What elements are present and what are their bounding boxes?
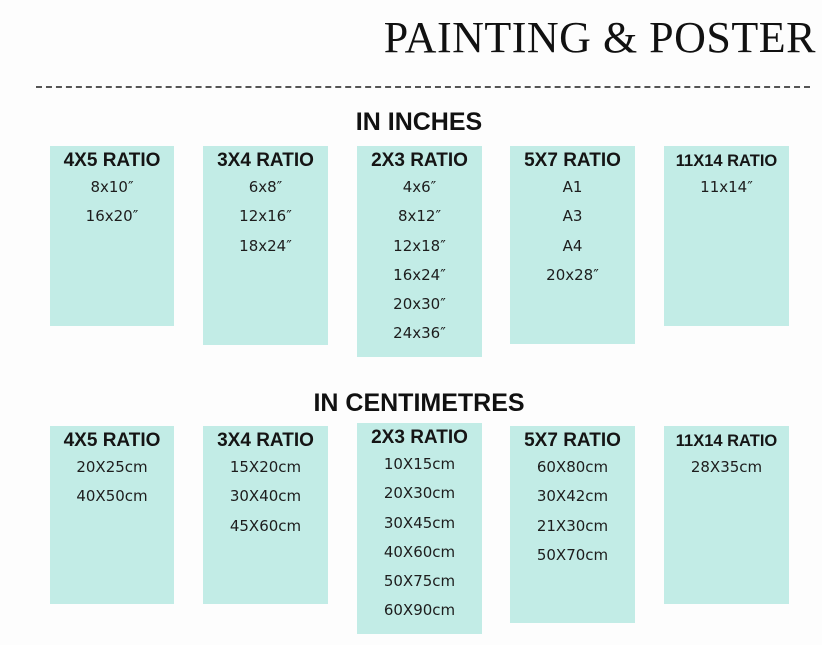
size-item: 8x10″ xyxy=(90,178,134,196)
size-item: A1 xyxy=(562,178,583,196)
size-list xyxy=(537,453,608,570)
ratio-card xyxy=(664,426,789,604)
size-item: 12x18″ xyxy=(393,236,446,255)
ratio-card xyxy=(664,146,789,326)
size-item: 20X25cm xyxy=(76,458,148,476)
size-item: 20x28″ xyxy=(546,265,599,284)
size-item: 20x30″ xyxy=(393,295,446,314)
size-item: 21X30cm xyxy=(536,516,609,535)
size-list xyxy=(546,173,599,290)
ratio-card-title: 5X7 RATIO xyxy=(524,430,621,451)
size-item: 10X15cm xyxy=(383,455,456,473)
section-title-inches: IN INCHES xyxy=(355,108,483,136)
ratio-card xyxy=(357,423,482,634)
size-item: 16x20″ xyxy=(85,207,139,226)
size-list xyxy=(384,450,455,626)
ratio-card-title: 3X4 RATIO xyxy=(217,430,314,451)
size-list xyxy=(393,173,446,349)
size-item: 20X30cm xyxy=(383,484,456,503)
size-list xyxy=(86,173,139,232)
ratio-card xyxy=(510,426,635,623)
size-item: 50X70cm xyxy=(536,545,609,564)
size-item: A4 xyxy=(562,236,583,255)
page-title: PAINTING & POSTER xyxy=(383,13,816,62)
size-item: 12x16″ xyxy=(239,207,292,226)
size-item: 60X80cm xyxy=(536,458,609,476)
size-item: 4x6″ xyxy=(402,178,437,196)
ratio-card xyxy=(203,426,328,604)
ratio-card xyxy=(510,146,635,344)
ratio-card xyxy=(357,146,482,357)
ratio-card xyxy=(50,426,174,604)
size-item: 40X50cm xyxy=(76,487,148,506)
size-list xyxy=(239,173,292,261)
ratio-card-title: 4X5 RATIO xyxy=(63,150,161,171)
size-item: 11x14″ xyxy=(700,178,753,196)
ratio-card-title: 11X14 RATIO xyxy=(675,152,778,170)
size-item: 45X60cm xyxy=(229,516,302,535)
size-item: 40X60cm xyxy=(383,542,456,561)
size-list xyxy=(76,453,147,512)
size-item: 60X90cm xyxy=(383,601,456,620)
size-list xyxy=(691,453,762,482)
size-item: 30X42cm xyxy=(536,487,609,506)
size-item: 50X75cm xyxy=(383,572,456,591)
ratio-card-title: 2X3 RATIO xyxy=(371,150,468,171)
ratio-card-title: 4X5 RATIO xyxy=(63,430,161,451)
ratio-card xyxy=(50,146,174,326)
size-list xyxy=(700,173,753,202)
ratio-card xyxy=(203,146,328,345)
ratio-card-title: 3X4 RATIO xyxy=(217,150,314,171)
size-item: 15X20cm xyxy=(229,458,302,476)
ratio-card-title: 2X3 RATIO xyxy=(371,427,468,448)
size-item: 30X40cm xyxy=(229,487,302,506)
size-item: A3 xyxy=(562,207,583,226)
dashed-divider xyxy=(36,86,810,88)
size-list xyxy=(230,453,301,541)
size-item: 16x24″ xyxy=(393,265,446,284)
ratio-card-title: 11X14 RATIO xyxy=(675,432,778,450)
size-item: 18x24″ xyxy=(239,236,292,255)
ratio-card-title: 5X7 RATIO xyxy=(524,150,621,171)
size-item: 24x36″ xyxy=(393,324,446,343)
size-item: 6x8″ xyxy=(248,178,283,196)
size-item: 8x12″ xyxy=(397,207,442,226)
size-item: 30X45cm xyxy=(383,513,456,532)
size-item: 28X35cm xyxy=(690,458,763,476)
section-title-centimetres: IN CENTIMETRES xyxy=(313,389,525,417)
